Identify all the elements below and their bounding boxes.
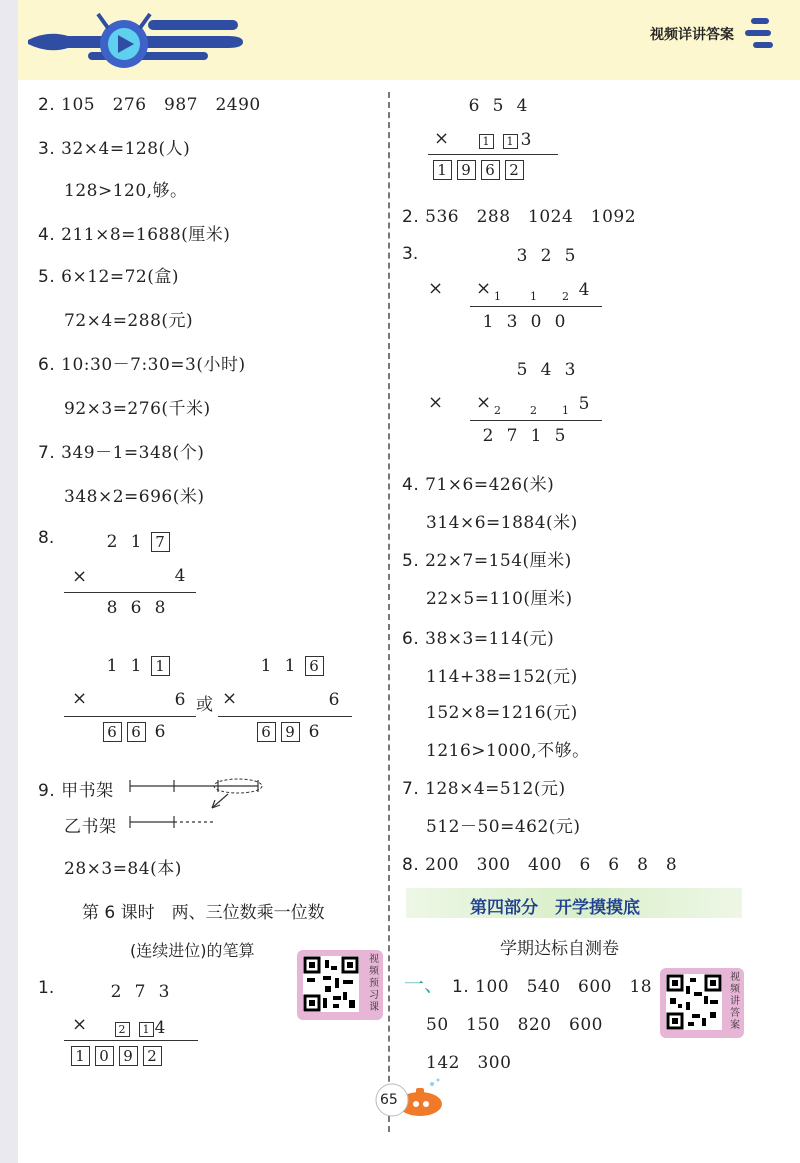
carry-digit: 1: [494, 290, 501, 303]
answer-5: 5. 6×12=72(盒): [38, 267, 179, 287]
right-answer-6: 6. 38×3=114(元): [402, 629, 555, 649]
carry-box: 1: [139, 1022, 154, 1037]
shelf-b-label: 乙书架: [64, 817, 117, 837]
answer-box: 0: [95, 1046, 114, 1066]
column-result: [68, 1046, 164, 1066]
column-mult-1: 2 1 7: [100, 532, 172, 552]
right-answer-7: 7. 128×4=512(元): [402, 779, 566, 799]
times-sign: ×: [72, 1014, 88, 1035]
answer-box: 1: [433, 160, 452, 180]
right-answer-6-line3: 152×8=1216(元): [426, 703, 578, 723]
column-result: 2 7 1 5: [482, 426, 566, 446]
or-text: 或: [196, 695, 214, 715]
mult-3b-top: 5 4 3: [516, 360, 576, 380]
column-result: [430, 160, 526, 180]
answer-6: 6. 10:30－7:30=3(小时): [38, 355, 246, 375]
qr-caption: 视频预习课: [369, 954, 379, 1013]
carry-digit: 1: [562, 404, 569, 417]
sum-line: [218, 716, 352, 717]
column-result: 6 6 6: [100, 722, 172, 742]
lesson-title: 第 6 课时 两、三位数乘一位数: [82, 903, 325, 923]
carry-box: 1: [479, 134, 494, 149]
qr-code-preview[interactable]: [297, 950, 383, 1020]
answer-box: 1: [151, 656, 170, 676]
lesson-subtitle: (连续进位)的笔算: [130, 941, 255, 960]
page-number: 65: [380, 1092, 398, 1108]
segment-diagram: [128, 772, 268, 828]
sum-line: [64, 592, 196, 593]
sum-line: [470, 306, 602, 307]
column-mult-lesson: 2 7 3: [110, 982, 170, 1002]
right-answer-4-line2: 314×6=1884(米): [426, 513, 578, 533]
carry-box: 2: [115, 1022, 130, 1037]
answer-box: 9: [457, 160, 476, 180]
times-sign: ×: [428, 278, 444, 299]
mult-3a-top: 3 2 5: [516, 246, 576, 266]
section-subtitle: 学期达标自测卷: [500, 939, 619, 959]
multiplier: 4: [578, 280, 590, 300]
right-answer-5-line2: 22×5=110(厘米): [426, 589, 573, 609]
answer-7-line2: 348×2=696(米): [64, 487, 205, 507]
right-answer-2: 2. 536 288 1024 1092: [402, 207, 637, 227]
times-sign: ×: [72, 688, 88, 709]
right-column-mult: 6 5 4: [468, 96, 528, 116]
right-answer-8: 8. 200 300 400 6 6 8 8: [402, 855, 678, 875]
right-answer-5: 5. 22×7=154(厘米): [402, 551, 572, 571]
answer-8-label: 8.: [38, 528, 55, 548]
qr-caption: 视频讲答案: [730, 972, 740, 1031]
part-one-answer-1-line3: 142 300: [426, 1053, 512, 1073]
sum-line: [428, 154, 558, 155]
times-sign: ×: [222, 688, 238, 709]
lesson-answer-1-label: 1.: [38, 978, 55, 998]
times-sign: ×: [476, 278, 492, 299]
answer-box: 6: [103, 722, 122, 742]
page-edge: [0, 0, 18, 1163]
times-sign: ×: [72, 566, 88, 587]
right-answer-4: 4. 71×6=426(米): [402, 475, 555, 495]
part-one-answer-1: 1. 100 540 600 18: [452, 977, 653, 997]
answer-2: 2. 105 276 987 2490: [38, 95, 261, 115]
carry-row: 1 1 3: [474, 130, 538, 150]
qr-pattern-icon: [303, 956, 359, 1012]
answer-box: 1: [71, 1046, 90, 1066]
carry-digit: 2: [530, 404, 537, 417]
carry-row: 2 1 4: [110, 1018, 172, 1038]
column-result: 8 6 8: [106, 598, 166, 618]
qr-code-answers[interactable]: [660, 968, 744, 1038]
answer-3-line2: 128>120,够。: [64, 181, 188, 201]
right-answer-6-line2: 114+38=152(元): [426, 667, 578, 687]
answer-box: 2: [143, 1046, 162, 1066]
video-logo-icon: [28, 6, 248, 68]
answer-3: 3. 32×4=128(人): [38, 139, 191, 159]
multiplier: 6: [328, 690, 340, 710]
sum-line: [64, 1040, 198, 1041]
answer-box: 6: [127, 722, 146, 742]
multiplier: 6: [174, 690, 186, 710]
carry-digit: 2: [562, 290, 569, 303]
right-answer-3-label: 3.: [402, 244, 419, 264]
answer-box: 9: [281, 722, 300, 742]
multiplier: 4: [174, 566, 186, 586]
column-result: 6 9 6: [254, 722, 326, 742]
column-result: 1 3 0 0: [482, 312, 566, 332]
times-sign: ×: [476, 392, 492, 413]
answer-box: 6: [257, 722, 276, 742]
answer-box: 6: [305, 656, 324, 676]
answer-box: 6: [481, 160, 500, 180]
times-sign: ×: [428, 392, 444, 413]
answer-9: 9. 甲书架: [38, 781, 114, 801]
times-sign: ×: [434, 128, 450, 149]
sum-line: [470, 420, 602, 421]
answer-7: 7. 349－1=348(个): [38, 443, 205, 463]
section-title: 第四部分 开学摸摸底: [470, 898, 640, 918]
answer-box: 7: [151, 532, 170, 552]
header-title: 视频详讲答案: [650, 27, 734, 43]
answer-box: 2: [505, 160, 524, 180]
qr-code-icon: [303, 956, 359, 1012]
qr-pattern-icon: [666, 974, 722, 1030]
part-one-marker: 一、: [404, 972, 444, 996]
carry-digit: 1: [530, 290, 537, 303]
answer-box: 9: [119, 1046, 138, 1066]
answer-9-formula: 28×3=84(本): [64, 859, 182, 879]
column-divider: [388, 92, 390, 1132]
carry-digit: 2: [494, 404, 501, 417]
carry-box: 1: [503, 134, 518, 149]
answer-5-line2: 72×4=288(元): [64, 311, 194, 331]
multiplier: 5: [578, 394, 590, 414]
header-decoration-icon: [745, 14, 775, 54]
sum-line: [64, 716, 196, 717]
right-answer-6-line4: 1216>1000,不够。: [426, 741, 590, 761]
answer-4: 4. 211×8=1688(厘米): [38, 225, 231, 245]
qr-code-icon: [666, 974, 722, 1030]
column-mult-2: 1 1 1: [100, 656, 172, 676]
part-one-answer-1-line2: 50 150 820 600: [426, 1015, 603, 1035]
column-mult-3: 1 1 6: [254, 656, 326, 676]
right-answer-7-line2: 512－50=462(元): [426, 817, 581, 837]
answer-6-line2: 92×3=276(千米): [64, 399, 211, 419]
